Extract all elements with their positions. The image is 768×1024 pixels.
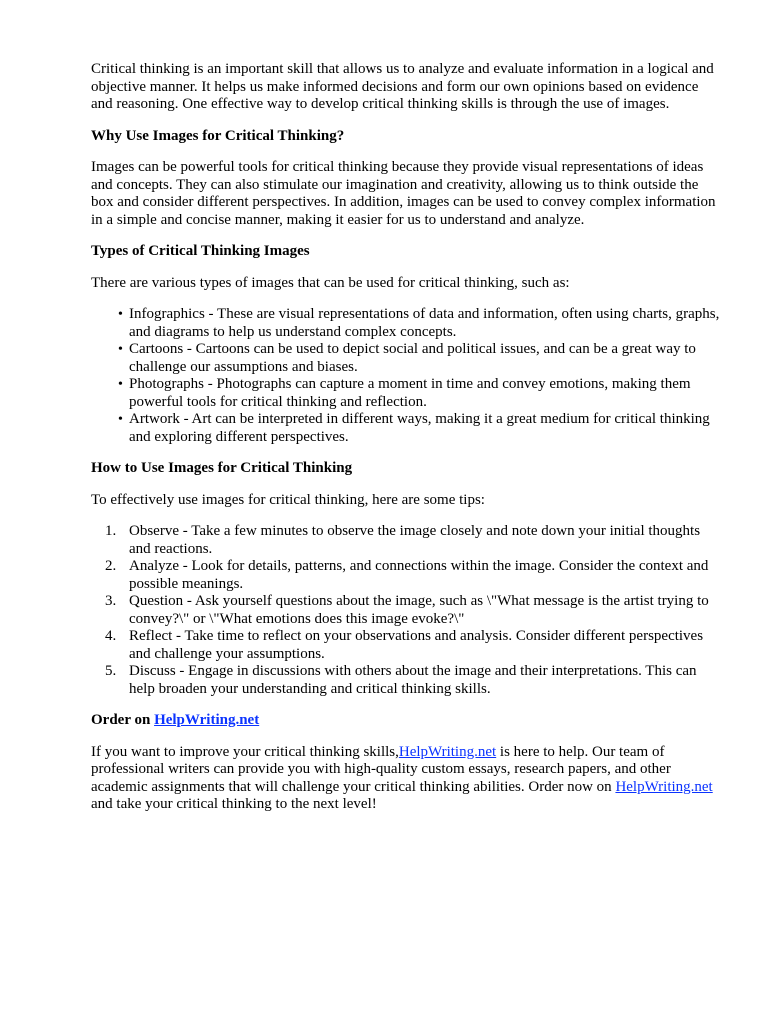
list-item	[91, 628, 721, 663]
how-heading: How to Use Images for Critical Thinking	[91, 460, 353, 476]
types-heading: Types of Critical Thinking Images	[91, 243, 310, 259]
bullet-icon: •	[118, 307, 123, 322]
intro-paragraph: Critical thinking is an important skill that allows us to analyze and evaluate information in a logical and objective manner. It helps us make informed decisions and form our own opinions based on evidence and reasoning. One effective way to develop critical thinking skills is through the use of images.	[91, 61, 714, 112]
list-item-text: Discuss - Engage in discussions with others about the image and their interpretations. This can help broaden your understanding and critical thinking skills.	[129, 663, 697, 697]
list-number: 5.	[105, 663, 117, 679]
list-item-text: Reflect - Take time to reflect on your observations and analysis. Consider different perspectives and challenge your assumptions.	[129, 628, 704, 662]
helpwriting-link-2[interactable]: HelpWriting.net	[615, 778, 713, 795]
list-item	[91, 341, 721, 376]
list-item	[91, 411, 721, 446]
types-paragraph: There are various types of images that can be used for critical thinking, such as:	[91, 274, 570, 291]
list-item	[91, 663, 721, 698]
list-item-text: Analyze - Look for details, patterns, and connections within the image. Consider the context and possible meanings.	[129, 558, 709, 592]
order-heading-prefix: Order on	[91, 712, 155, 728]
list-item-text: Photographs - Photographs can capture a moment in time and convey emotions, making them powerful tools for critical thinking and reflection.	[129, 376, 691, 410]
bullet-icon: •	[118, 377, 123, 392]
list-number: 3.	[105, 593, 117, 609]
list-item	[91, 376, 721, 411]
order-text-part2: is here to help. Our team of professional writers can provide you with high-quality custom essays, research papers, and other academic assignments that will challenge your critical thinking abilities. Order now on	[91, 743, 671, 795]
list-number: 4.	[105, 628, 117, 644]
order-text-part3: and take your critical thinking to the next level!	[91, 796, 377, 812]
list-item-text: Cartoons - Cartoons can be used to depict social and political issues, and can be a great way to challenge our assumptions and biases.	[129, 341, 696, 375]
why-paragraph: Images can be powerful tools for critical thinking because they provide visual representations of ideas and concepts. They can also stimulate our imagination and creativity, allowing us to think outside the box and consider different perspectives. In addition, images can be used to convey complex information in a simple and concise manner, making it easier for us to understand and analyze.	[91, 159, 716, 228]
list-item	[91, 558, 721, 593]
document-page	[91, 61, 721, 814]
list-item-text: Observe - Take a few minutes to observe the image closely and note down your initial thoughts and reactions.	[129, 523, 701, 557]
helpwriting-link-1[interactable]: HelpWriting.net	[398, 743, 497, 760]
list-item	[91, 306, 721, 341]
bullet-icon: •	[118, 412, 123, 427]
tips-numbered-list	[91, 523, 721, 698]
list-item	[91, 593, 721, 628]
list-item-text: Artwork - Art can be interpreted in different ways, making it a great medium for critical thinking and exploring different perspectives.	[129, 411, 710, 445]
order-heading	[91, 712, 721, 730]
list-item	[91, 523, 721, 558]
order-heading-link[interactable]: HelpWriting.net	[154, 712, 260, 728]
types-bullet-list	[91, 306, 721, 446]
why-heading: Why Use Images for Critical Thinking?	[91, 127, 345, 144]
list-item-text: Question - Ask yourself questions about the image, such as \"What message is the artist trying to convey?\" or \"What emotions does this image evoke?\"	[129, 593, 709, 627]
order-text-part1: If you want to improve your critical thinking skills,	[91, 743, 399, 760]
order-paragraph	[91, 744, 721, 814]
list-number: 1.	[105, 523, 117, 539]
bullet-icon: •	[118, 342, 123, 357]
how-paragraph: To effectively use images for critical thinking, here are some tips:	[91, 491, 485, 508]
list-item-text: Infographics - These are visual representations of data and information, often using charts, graphs, and diagrams to help us understand complex concepts.	[129, 306, 720, 340]
list-number: 2.	[105, 558, 117, 574]
